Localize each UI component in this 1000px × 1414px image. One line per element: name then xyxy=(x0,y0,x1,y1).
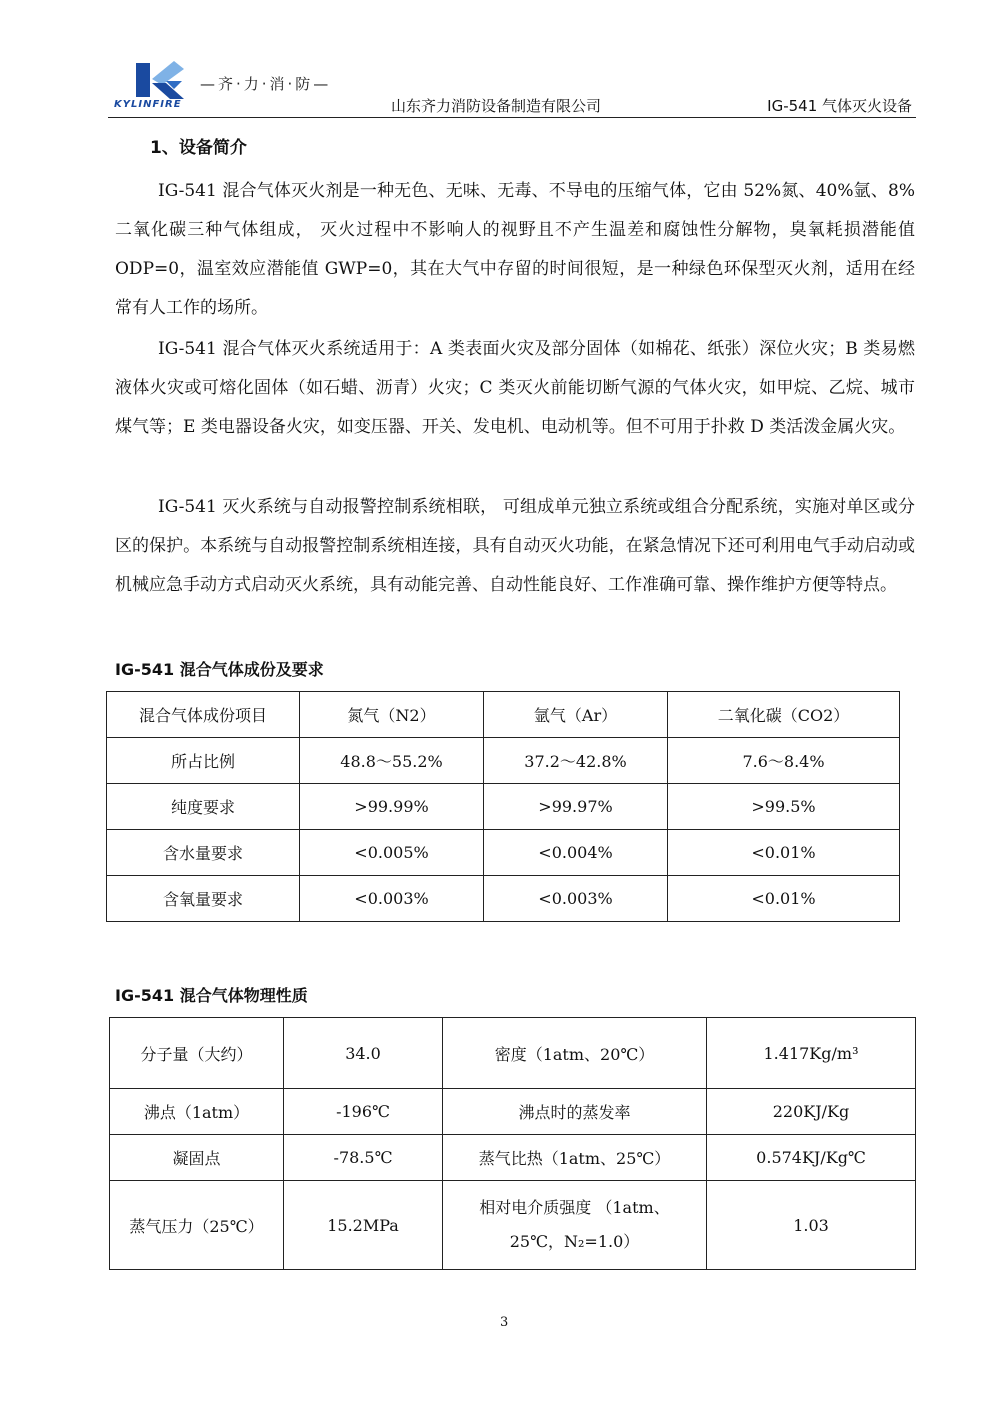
table-cell: <0.003% xyxy=(484,876,668,922)
table-cell: 密度（1atm、20℃） xyxy=(443,1018,707,1089)
composition-table xyxy=(106,691,900,922)
table-cell: 所占比例 xyxy=(107,738,300,784)
table-cell: 37.2～42.8% xyxy=(484,738,668,784)
table-cell: <0.01% xyxy=(668,876,900,922)
table-cell: -196℃ xyxy=(284,1089,443,1135)
table-cell: 二氧化碳（CO2） xyxy=(668,692,900,738)
table-cell: <0.004% xyxy=(484,830,668,876)
table-cell: 0.574KJ/Kg℃ xyxy=(707,1135,916,1181)
table-row xyxy=(107,876,900,922)
page-number: 3 xyxy=(500,1315,509,1330)
table-row xyxy=(110,1089,916,1135)
table-row xyxy=(110,1018,916,1089)
table-cell: 含水量要求 xyxy=(107,830,300,876)
table-cell: 氮气（N2） xyxy=(300,692,484,738)
table-cell: <0.01% xyxy=(668,830,900,876)
table-cell: >99.97% xyxy=(484,784,668,830)
company-slogan: —齐·力·消·防— xyxy=(200,75,332,93)
system-paragraph: IG-541 灭火系统与自动报警控制系统相联， 可组成单元独立系统或组合分配系统，实施对单区或分区的保护。本系统与自动报警控制系统相连接，具有自动灭火功能，在紧急情况下还可利用电气手动启动或机械应急手动方式启动灭火系统，具有动能完善、自动性能良好、工作准确可靠、操作维护方便等特点。 xyxy=(115,497,915,595)
table-cell: 纯度要求 xyxy=(107,784,300,830)
table-cell: 混合气体成份项目 xyxy=(107,692,300,738)
table-cell: -78.5℃ xyxy=(284,1135,443,1181)
table-cell: 沸点时的蒸发率 xyxy=(443,1089,707,1135)
table-cell: >99.5% xyxy=(668,784,900,830)
table-cell: 凝固点 xyxy=(110,1135,284,1181)
table-cell: <0.005% xyxy=(300,830,484,876)
table-cell: 沸点（1atm） xyxy=(110,1089,284,1135)
table-row xyxy=(107,738,900,784)
table-cell: <0.003% xyxy=(300,876,484,922)
intro-paragraph: IG-541 混合气体灭火剂是一种无色、无味、无毒、不导电的压缩气体，它由 52%氮、40%氩、8%二氧化碳三种气体组成， 灭火过程中不影响人的视野且不产生温差和腐蚀性分解物，臭氧耗损潜能值 ODP=0，温室效应潜能值 GWP=0，其在大气中存留的时间很短，是一种绿色环保型灭火剂，适用在经常有人工作的场所。 xyxy=(115,181,915,318)
product-title: IG-541 气体灭火设备 xyxy=(767,97,912,115)
table-cell: 1.417Kg/m³ xyxy=(707,1018,916,1089)
table-row xyxy=(110,1181,916,1270)
table-cell: 34.0 xyxy=(284,1018,443,1089)
table-row xyxy=(110,1135,916,1181)
table-cell: 蒸气比热（1atm、25℃） xyxy=(443,1135,707,1181)
composition-table-title: IG-541 混合气体成份及要求 xyxy=(115,660,324,679)
table-cell: 7.6～8.4% xyxy=(668,738,900,784)
page-header xyxy=(108,55,916,118)
table-cell: 48.8～55.2% xyxy=(300,738,484,784)
table-cell: >99.99% xyxy=(300,784,484,830)
table-cell: 氩气（Ar） xyxy=(484,692,668,738)
table-cell: 1.03 xyxy=(707,1181,916,1270)
brand-name: KYLINFIRE xyxy=(114,99,182,110)
table-row xyxy=(107,784,900,830)
table-row xyxy=(107,692,900,738)
table-cell: 含氧量要求 xyxy=(107,876,300,922)
physical-properties-table xyxy=(109,1017,916,1270)
table-cell: 蒸气压力（25℃） xyxy=(110,1181,284,1270)
company-name: 山东齐力消防设备制造有限公司 xyxy=(391,97,602,115)
physical-table-title: IG-541 混合气体物理性质 xyxy=(115,986,308,1005)
section-title: 1、设备简介 xyxy=(150,138,247,158)
application-paragraph: IG-541 混合气体灭火系统适用于：A 类表面火灾及部分固体（如棉花、纸张）深位火灾；B 类易燃液体火灾或可熔化固体（如石蜡、沥青）火灾；C 类灭火前能切断气源的气体火灾，如甲烷、乙烷、城市煤气等；E 类电器设备火灾，如变压器、开关、发电机、电动机等。但不可用于扑救 D 类活泼金属火灾。 xyxy=(115,339,915,437)
table-cell: 15.2MPa xyxy=(284,1181,443,1270)
table-cell: 分子量（大约） xyxy=(110,1018,284,1089)
table-row xyxy=(107,830,900,876)
table-cell: 220KJ/Kg xyxy=(707,1089,916,1135)
table-cell: 相对电介质强度 （1atm、25℃，N₂=1.0） xyxy=(443,1181,707,1270)
